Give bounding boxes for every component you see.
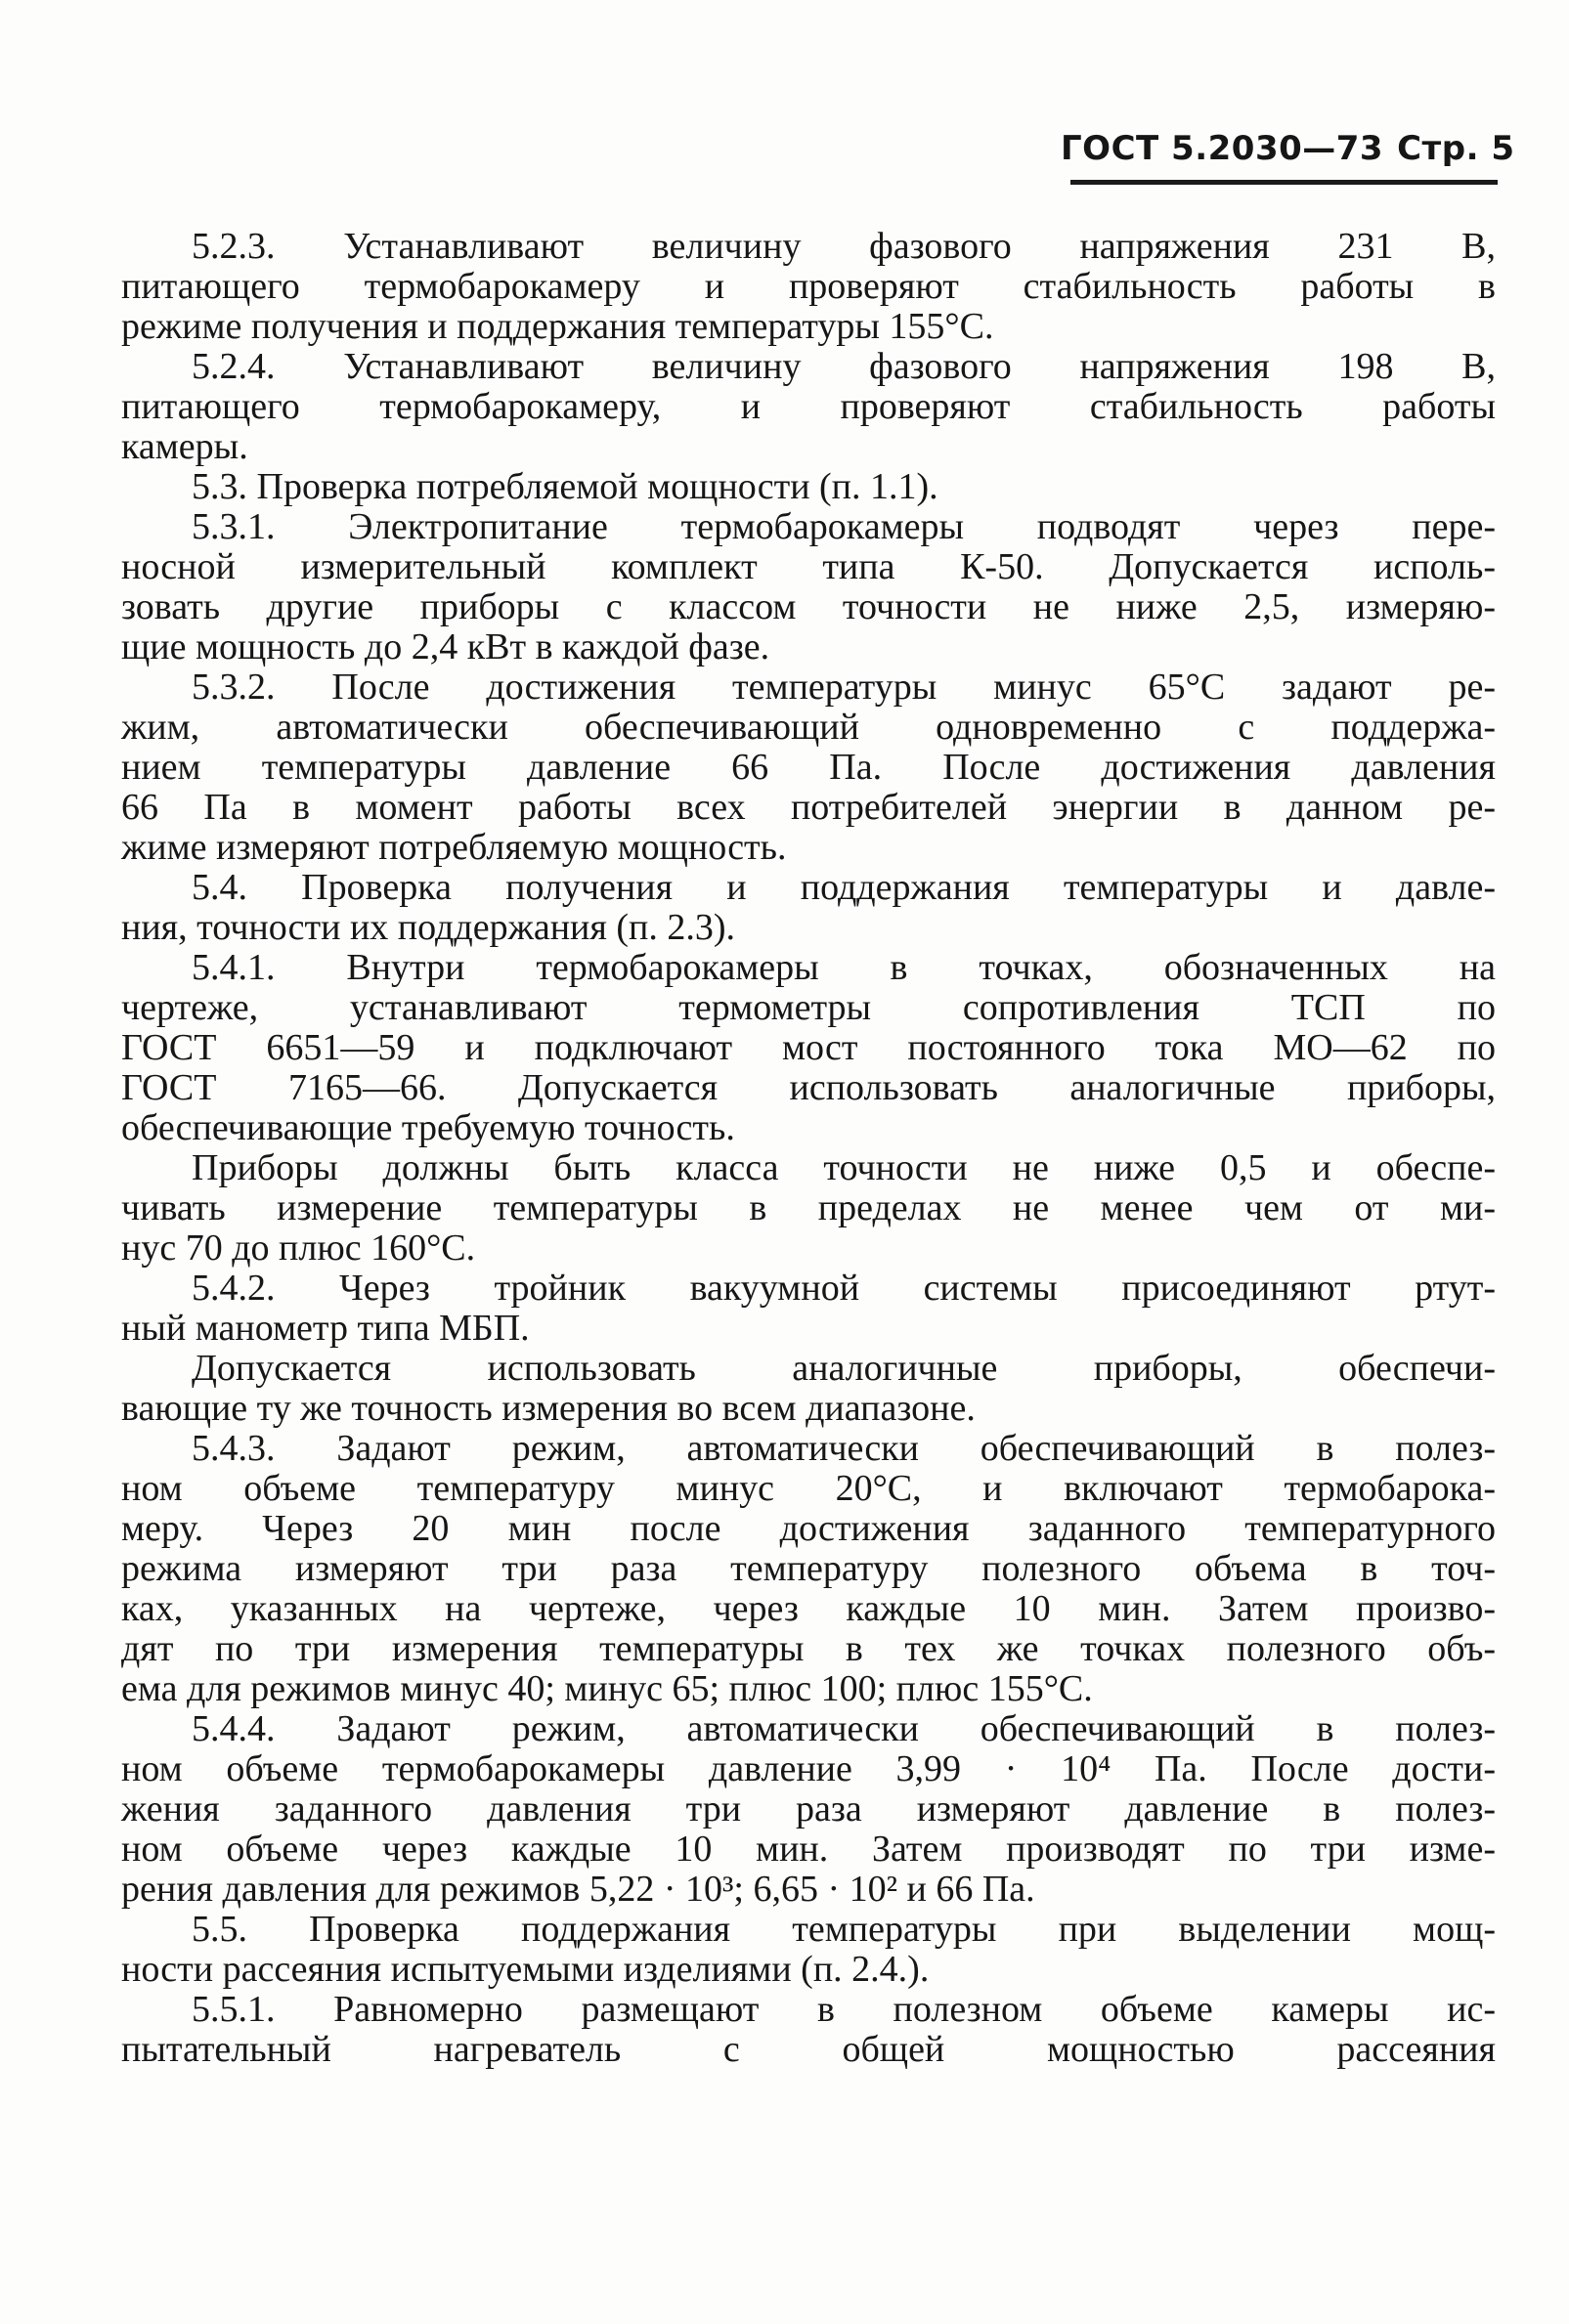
text-line: носной измерительный комплект типа К-50. Допускается исполь- bbox=[121, 546, 1496, 587]
text-line: дят по три измерения температуры в тех же точках полезного объ- bbox=[121, 1628, 1496, 1669]
paragraph-p5-2-4 bbox=[121, 347, 1496, 467]
text-line: ема для режимов минус 40; минус 65; плюс 100; плюс 155°С. bbox=[121, 1668, 1093, 1709]
text-line: ния, точности их поддержания (п. 2.3). bbox=[121, 907, 736, 948]
text-line: нием температуры давление 66 Па. После достижения давления bbox=[121, 747, 1496, 788]
text-line: ГОСТ 7165—66. Допускается использовать аналогичные приборы, bbox=[121, 1067, 1496, 1108]
text-line: ном объеме через каждые 10 мин. Затем производят по три изме- bbox=[121, 1829, 1496, 1870]
text-line: 5.3.2. После достижения температуры минус 65°С задают ре- bbox=[192, 667, 1496, 708]
paragraph-p5-3-1 bbox=[121, 507, 1496, 667]
text-line: жения заданного давления три раза измеряют давление в полез- bbox=[121, 1788, 1496, 1829]
header-rule bbox=[1070, 180, 1498, 185]
text-line: 5.2.3. Устанавливают величину фазового напряжения 231 В, bbox=[192, 226, 1496, 267]
document-code: ГОСТ 5.2030—73 bbox=[1061, 129, 1384, 168]
text-line: 5.4.2. Через тройник вакуумной системы присоединяют ртут- bbox=[192, 1268, 1496, 1309]
text-line: Допускается использовать аналогичные приборы, обеспечи- bbox=[192, 1348, 1496, 1389]
page-header bbox=[1061, 129, 1515, 168]
paragraph-p5-4-1 bbox=[121, 948, 1496, 1148]
paragraph-p5-4-3 bbox=[121, 1429, 1496, 1709]
text-line: ках, указанных на чертеже, через каждые 10 мин. Затем произво- bbox=[121, 1588, 1496, 1629]
text-line: питающего термобарокамеру, и проверяют стабильность работы bbox=[121, 386, 1496, 427]
text-line: 5.2.4. Устанавливают величину фазового напряжения 198 В, bbox=[192, 346, 1496, 387]
text-line: камеры. bbox=[121, 426, 248, 467]
page-number: Стр. 5 bbox=[1397, 129, 1515, 168]
text-line: ности рассеяния испытуемыми изделиями (п. 2.4.). bbox=[121, 1949, 930, 1990]
paragraph-p5-4-1-b bbox=[121, 1148, 1496, 1269]
paragraph-p5-2-3 bbox=[121, 227, 1496, 347]
text-line: нус 70 до плюс 160°С. bbox=[121, 1227, 476, 1269]
text-line: режиме получения и поддержания температуры 155°С. bbox=[121, 306, 994, 347]
text-line: щие мощность до 2,4 кВт в каждой фазе. bbox=[121, 626, 770, 667]
text-line: Приборы должны быть класса точности не ниже 0,5 и обеспе- bbox=[192, 1147, 1496, 1188]
paragraph-p5-5 bbox=[121, 1910, 1496, 1990]
text-line: 5.5.1. Равномерно размещают в полезном объеме камеры ис- bbox=[192, 1989, 1496, 2030]
text-line: ном объеме температуру минус 20°С, и включают термобарока- bbox=[121, 1468, 1496, 1509]
text-line: 5.3.1. Электропитание термобарокамеры подводят через пере- bbox=[192, 506, 1496, 547]
text-line: 5.4.3. Задают режим, автоматически обеспечивающий в полез- bbox=[192, 1428, 1496, 1469]
paragraph-p5-5-1 bbox=[121, 1990, 1496, 2070]
paragraph-p5-4 bbox=[121, 868, 1496, 948]
text-line: чивать измерение температуры в пределах не менее чем от ми- bbox=[121, 1187, 1496, 1228]
text-line: жиме измеряют потребляемую мощность. bbox=[121, 827, 787, 868]
text-line: обеспечивающие требуемую точность. bbox=[121, 1107, 735, 1148]
text-line: режима измеряют три раза температуру полезного объема в точ- bbox=[121, 1548, 1496, 1589]
text-line: 5.3. Проверка потребляемой мощности (п. 1.1). bbox=[192, 466, 938, 507]
text-line: ном объеме термобарокамеры давление 3,99 · 10⁴ Па. После дости- bbox=[121, 1748, 1496, 1789]
paragraph-p5-3-2 bbox=[121, 667, 1496, 868]
paragraph-p5-3 bbox=[121, 467, 1496, 507]
text-line: 66 Па в момент работы всех потребителей энергии в данном ре- bbox=[121, 787, 1496, 828]
text-line: жим, автоматически обеспечивающий одновременно с поддержа- bbox=[121, 707, 1496, 748]
text-line: вающие ту же точность измерения во всем диапазоне. bbox=[121, 1388, 976, 1429]
text-line: 5.4. Проверка получения и поддержания температуры и давле- bbox=[192, 867, 1496, 908]
text-line: рения давления для режимов 5,22 · 10³; 6,65 · 10² и 66 Па. bbox=[121, 1869, 1035, 1910]
text-line: питающего термобарокамеру и проверяют стабильность работы в bbox=[121, 266, 1496, 307]
paragraph-p5-4-2 bbox=[121, 1269, 1496, 1349]
text-line: чертеже, устанавливают термометры сопротивления ТСП по bbox=[121, 987, 1496, 1028]
text-line: 5.5. Проверка поддержания температуры при выделении мощ- bbox=[192, 1909, 1496, 1950]
text-line: ный манометр типа МБП. bbox=[121, 1308, 530, 1349]
paragraph-p5-4-4 bbox=[121, 1709, 1496, 1910]
text-line: зовать другие приборы с классом точности не ниже 2,5, измеряю- bbox=[121, 586, 1496, 627]
text-line: ГОСТ 6651—59 и подключают мост постоянного тока МО—62 по bbox=[121, 1027, 1496, 1068]
text-line: пытательный нагреватель с общей мощностью рассеяния bbox=[121, 2029, 1496, 2070]
text-line: 5.4.4. Задают режим, автоматически обеспечивающий в полез- bbox=[192, 1708, 1496, 1749]
document-body bbox=[121, 227, 1496, 2070]
text-line: меру. Через 20 мин после достижения заданного температурного bbox=[121, 1508, 1496, 1549]
text-line: 5.4.1. Внутри термобарокамеры в точках, обозначенных на bbox=[192, 947, 1496, 988]
paragraph-p5-4-2-b bbox=[121, 1349, 1496, 1429]
